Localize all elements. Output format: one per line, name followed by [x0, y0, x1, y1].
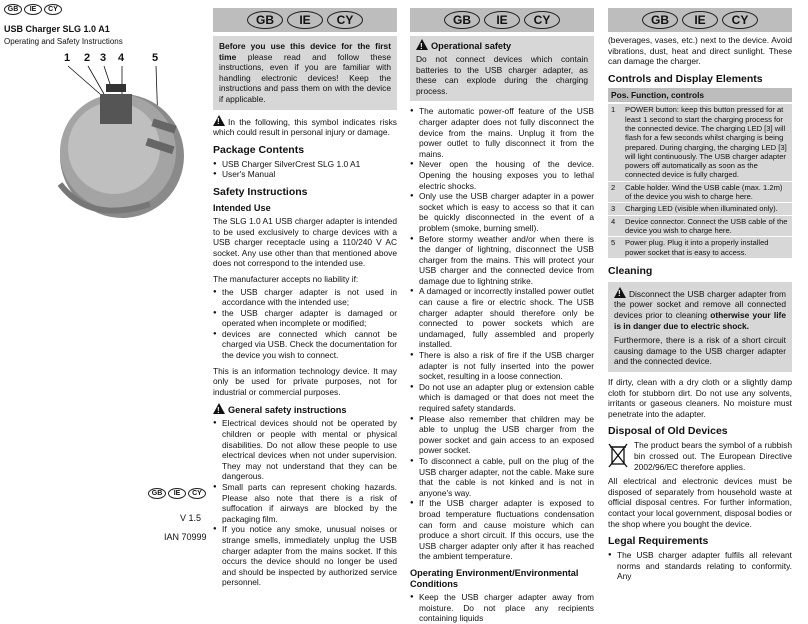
flag-gb: GB: [247, 11, 283, 29]
general-list: [213, 418, 397, 588]
crossed-bin-icon: [608, 442, 628, 468]
list-item: ● A damaged or incorrectly installed power outlet can cause a fire or electric shock. The USB charger adapter should therefore only be connected to power sockets which are undamaged, fully assembled and properly installed.: [410, 286, 594, 350]
flags-footer: [148, 488, 206, 499]
list-item: ● To disconnect a cable, pull on the plug of the USB charger adapter, not the cable. Make sure that the cable is not kinked and is not in anyone's way.: [410, 456, 594, 498]
flag-cy: CY: [188, 488, 206, 499]
row-pos: 3: [608, 203, 622, 215]
list-item: ● Keep the USB charger adapter away from moisture. Do not place any recipients containing liquids: [410, 592, 594, 624]
env-continued: (beverages, vases, etc.) next to the device. Avoid vibrations, dust, heat and direct sunlight. These can damage the charger.: [608, 35, 792, 67]
charger-illustration: [40, 64, 210, 224]
warning-icon: [213, 403, 225, 414]
disposal-symbol-block: [608, 440, 792, 472]
controls-table: [608, 104, 792, 258]
op-safety-title: [416, 39, 588, 52]
row-text: Power plug. Plug it into a properly installed power socket that is easy to access.: [622, 237, 792, 259]
op-safety-list: [410, 106, 594, 562]
flag-ie: IE: [484, 11, 520, 29]
flag-gb: GB: [4, 4, 22, 15]
symbol-note: [213, 115, 397, 138]
env-list: [410, 592, 594, 624]
list-item: ● Only use the USB charger adapter in a power socket which is easy to access so that it can be quickly disconnected in the event of a problem (smoke, burning smell).: [410, 191, 594, 233]
table-row: [608, 104, 792, 181]
table-row: [608, 181, 792, 203]
flag-ie: IE: [287, 11, 323, 29]
callout-5: 5: [152, 52, 159, 64]
list-item: ● If you notice any smoke, unusual noises or strange smells, immediately unplug the USB charger adapter from the mains socket. If this occurs the device should no longer be used and should be inspected by authorized service personnel.: [213, 524, 397, 588]
intended-title: Intended Use: [213, 202, 271, 213]
product-title: USB Charger SLG 1.0 A1: [4, 24, 110, 34]
callout-3: 3: [100, 52, 107, 64]
row-pos: 5: [608, 237, 622, 259]
liability-list: [213, 287, 397, 361]
list-item: ● USB Charger SilverCrest SLG 1.0 A1: [213, 159, 397, 170]
intended-text: The SLG 1.0 A1 USB charger adapter is intended to be used exclusively to charge devices with a USB charger receptacle using a 110/240 V AC socket. Any use other than that mentioned above does not correspond to the intended use.: [213, 215, 397, 269]
list-item: ● User's Manual: [213, 169, 397, 180]
cleaning-warning-text: Disconnect the USB charger adapter from the power socket and remove all connected devices prior to cleaning: [614, 288, 786, 321]
table-row: [608, 237, 792, 259]
list-item: ● Electrical devices should not be operated by children or people with mental or physical disabilities. Do not allow these people to use electrical devices when not under supervision. They may not understand that they can be dangerous.: [213, 418, 397, 482]
intro-bold: Before you use this device for the first time: [219, 41, 391, 62]
safety-title: Safety Instructions: [213, 185, 308, 198]
cleaning-warning: [614, 287, 786, 331]
general-title-text: General safety instructions: [228, 405, 347, 416]
package-list: [213, 159, 397, 180]
column-2: [410, 0, 594, 624]
general-title: [213, 403, 397, 416]
symbol-note-text: In the following, this symbol indicates risks which could result in personal injury or damage.: [213, 116, 397, 138]
list-item: ● Before stormy weather and/or when there is the danger of lightning, disconnect the USB charger from the mains. This will protect your USB charger and the connected device from damage due to lightning strike.: [410, 234, 594, 287]
cleaning-title: Cleaning: [608, 264, 653, 277]
cleaning-box: [608, 282, 792, 372]
column-3: [608, 0, 792, 582]
warning-icon: [416, 39, 428, 50]
cleaning-warning-bold: otherwise your life is in danger due to electric shock.: [614, 310, 787, 331]
flag-cy: CY: [524, 11, 560, 29]
flag-gb: GB: [642, 11, 678, 29]
intro-box: [213, 36, 397, 110]
list-item: ● the USB charger adapter is damaged or operated when incomplete or modified;: [213, 308, 397, 329]
list-item: ● If the USB charger adapter is exposed to broad temperature fluctuations condensation can form and cause moisture which can produce a short circuit. If this occurs, use the USB charger adapter only after it has reached the ambient temperature.: [410, 498, 594, 562]
table-header: Pos. Function, controls: [608, 88, 792, 103]
flags-header-col3: [608, 8, 792, 32]
flag-cy: CY: [722, 11, 758, 29]
row-pos: 2: [608, 181, 622, 203]
row-text: POWER button: keep this button pressed for at least 1 second to start the charging process for the connected device. The charging LED [3] will flash for a few seconds whilst charging is being prepared. During charging, the charging LED [3] will light continuously. The USB charger adapter powers off automatically as soon as the connected device is fully charged.: [622, 104, 792, 181]
callout-2: 2: [84, 52, 91, 64]
cleaning-text: If dirty, clean with a dry cloth or a slightly damp cloth for stubborn dirt. Do not use any solvents, irritants or gaseous cleaners. No moisture must penetrate into the adapter.: [608, 376, 792, 419]
controls-title: Controls and Display Elements: [608, 72, 763, 85]
package-title: Package Contents: [213, 143, 305, 156]
it-text: This is an information technology device. It may only be used for private purposes, not for industrial or commercial purposes.: [213, 365, 397, 397]
disposal-symbol-text: The product bears the symbol of a rubbish bin crossed out. The European Directive 2002/96/EC therefore applies.: [634, 440, 792, 472]
row-pos: 4: [608, 215, 622, 237]
list-item: ● Please also remember that children may be able to unplug the USB charger from the power socket and gain access to an exposed power socket.: [410, 414, 594, 456]
list-item: ● The automatic power-off feature of the USB charger adapter does not fully disconnect the device from the mains. Unplug it from the power outlet to fully disconnect it from the mains.: [410, 106, 594, 159]
flag-ie: IE: [168, 488, 186, 499]
op-safety-text: Do not connect devices which contain batteries to the USB charger adapter, as these can explode during the charging process.: [416, 54, 588, 96]
disposal-text: All electrical and electronic devices must be disposed of separately from household waste at official disposal centres. For further information, contact your local government, disposal bodies or the shop where you bought the device.: [608, 476, 792, 529]
intro-text: please read and follow these instructions, even if you are familiar with handling electronic devices! Keep the instructions and pass them on with the device if applicable.: [219, 51, 391, 104]
callout-1: 1: [64, 52, 71, 64]
flags-header-col1: [213, 8, 397, 32]
flag-ie: IE: [682, 11, 718, 29]
version-label: V 1.5: [180, 513, 202, 523]
liability-text: The manufacturer accepts no liability if:: [213, 273, 359, 284]
flag-ie: IE: [24, 4, 42, 15]
list-item: ● There is also a risk of fire if the USB charger adapter is not fully inserted into the power socket, resulting in a loose connection.: [410, 350, 594, 382]
legal-title: Legal Requirements: [608, 535, 709, 548]
disposal-title: Disposal of Old Devices: [608, 425, 728, 438]
warning-icon: [614, 287, 626, 298]
row-text: Cable holder. Wind the USB cable (max. 1.2m) of the device you wish to charge here.: [622, 181, 792, 203]
flags-header-col2: [410, 8, 594, 32]
list-item: ● the USB charger adapter is not used in accordance with the intended use;: [213, 287, 397, 308]
row-text: Charging LED (visible when illuminated only).: [622, 203, 792, 215]
ian-number: IAN 70999: [164, 532, 207, 542]
column-1: [213, 0, 397, 588]
callout-4: 4: [118, 52, 125, 64]
product-subtitle: Operating and Safety Instructions: [4, 37, 123, 46]
list-item: ● The USB charger adapter fulfils all relevant norms and standards relating to conformity. Any: [608, 550, 792, 582]
legal-list: [608, 550, 792, 582]
flag-gb: GB: [444, 11, 480, 29]
list-item: ● Never open the housing of the device. Opening the housing exposes you to lethal electric shocks.: [410, 159, 594, 191]
warning-icon: [213, 115, 225, 126]
op-safety-box: [410, 36, 594, 101]
cleaning-box-extra: Furthermore, there is a risk of a short circuit causing damage to the USB charger adapter and the connected device.: [614, 335, 786, 367]
row-text: Device connector. Connect the USB cable of the device you wish to charge here.: [622, 215, 792, 237]
flags-header-small: [4, 4, 62, 15]
list-item: ● devices are connected which cannot be charged via USB. Check the documentation for the device you wish to connect.: [213, 329, 397, 361]
flag-gb: GB: [148, 488, 166, 499]
table-row: [608, 203, 792, 215]
flag-cy: CY: [327, 11, 363, 29]
table-row: [608, 215, 792, 237]
flag-cy: CY: [44, 4, 62, 15]
list-item: ● Small parts can represent choking hazards. Please also note that there is a risk of suffocation if airways are blocked by the packaging film.: [213, 482, 397, 524]
env-title: Operating Environment/Environmental Conditions: [410, 567, 579, 589]
row-pos: 1: [608, 104, 622, 181]
list-item: ● Do not use an adapter plug or extension cable which is damaged or that does not meet the required safety standards.: [410, 382, 594, 414]
op-safety-title-text: Operational safety: [431, 41, 512, 51]
